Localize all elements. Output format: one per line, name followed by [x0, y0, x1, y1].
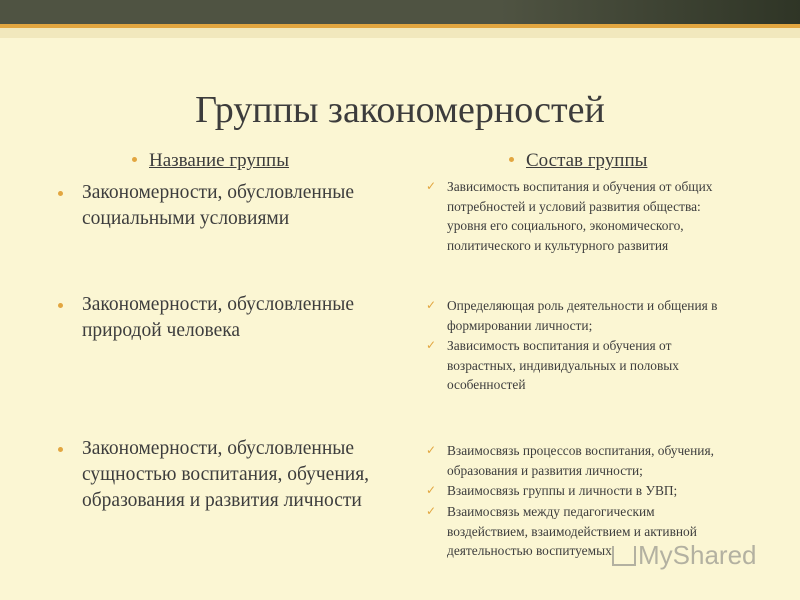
list-item [426, 336, 742, 395]
group-content-5: Взаимосвязь группы и личности в УВП; [447, 483, 678, 498]
left-column-header [132, 150, 289, 172]
slide-title: Группы закономерностей [195, 89, 605, 131]
checkmark-icon: ✓ [426, 443, 437, 457]
cart-icon [612, 546, 636, 566]
list-item [60, 292, 370, 344]
dot-bullet-icon [132, 157, 137, 162]
checkmark-icon: ✓ [426, 483, 437, 497]
checkmark-icon: ✓ [426, 179, 437, 193]
right-header-label: Состав группы [526, 150, 648, 171]
left-header-label: Название группы [149, 150, 289, 171]
list-item [60, 180, 370, 232]
checkmark-icon: ✓ [426, 504, 437, 518]
group-content-1: Зависимость воспитания и обучения от общих потребностей и условий развития общества: уровня его социального, экономического, политического и культурного развития [447, 179, 713, 253]
dot-bullet-icon [58, 191, 63, 196]
list-item [60, 436, 370, 514]
watermark [612, 540, 757, 571]
list-item [426, 296, 766, 335]
group-content-6: Взаимосвязь между педагогическим воздействием, взаимодействием и активной деятельностью воспитуемых [447, 504, 697, 558]
group-name-2: Закономерности, обусловленные природой человека [82, 294, 355, 341]
group-content-2: Определяющая роль деятельности и общения в формировании личности; [447, 298, 718, 333]
group-content-3: Зависимость воспитания и обучения от возрастных, индивидуальных и половых особенностей [447, 338, 679, 392]
checkmark-icon: ✓ [426, 298, 437, 312]
list-item [426, 481, 766, 501]
group-name-3: Закономерности, обусловленные сущностью воспитания, обучения, образования и развития личности [82, 438, 370, 511]
top-light-band [0, 28, 800, 38]
watermark-text: MyShared [638, 540, 757, 570]
dot-bullet-icon [58, 303, 63, 308]
group-name-1: Закономерности, обусловленные социальными условиями [82, 182, 355, 229]
group-content-4: Взаимосвязь процессов воспитания, обучения, образования и развития личности; [447, 443, 714, 478]
list-item [426, 441, 766, 480]
list-item [426, 177, 742, 255]
dot-bullet-icon [509, 157, 514, 162]
checkmark-icon: ✓ [426, 338, 437, 352]
dot-bullet-icon [58, 447, 63, 452]
right-column-header [509, 150, 647, 172]
